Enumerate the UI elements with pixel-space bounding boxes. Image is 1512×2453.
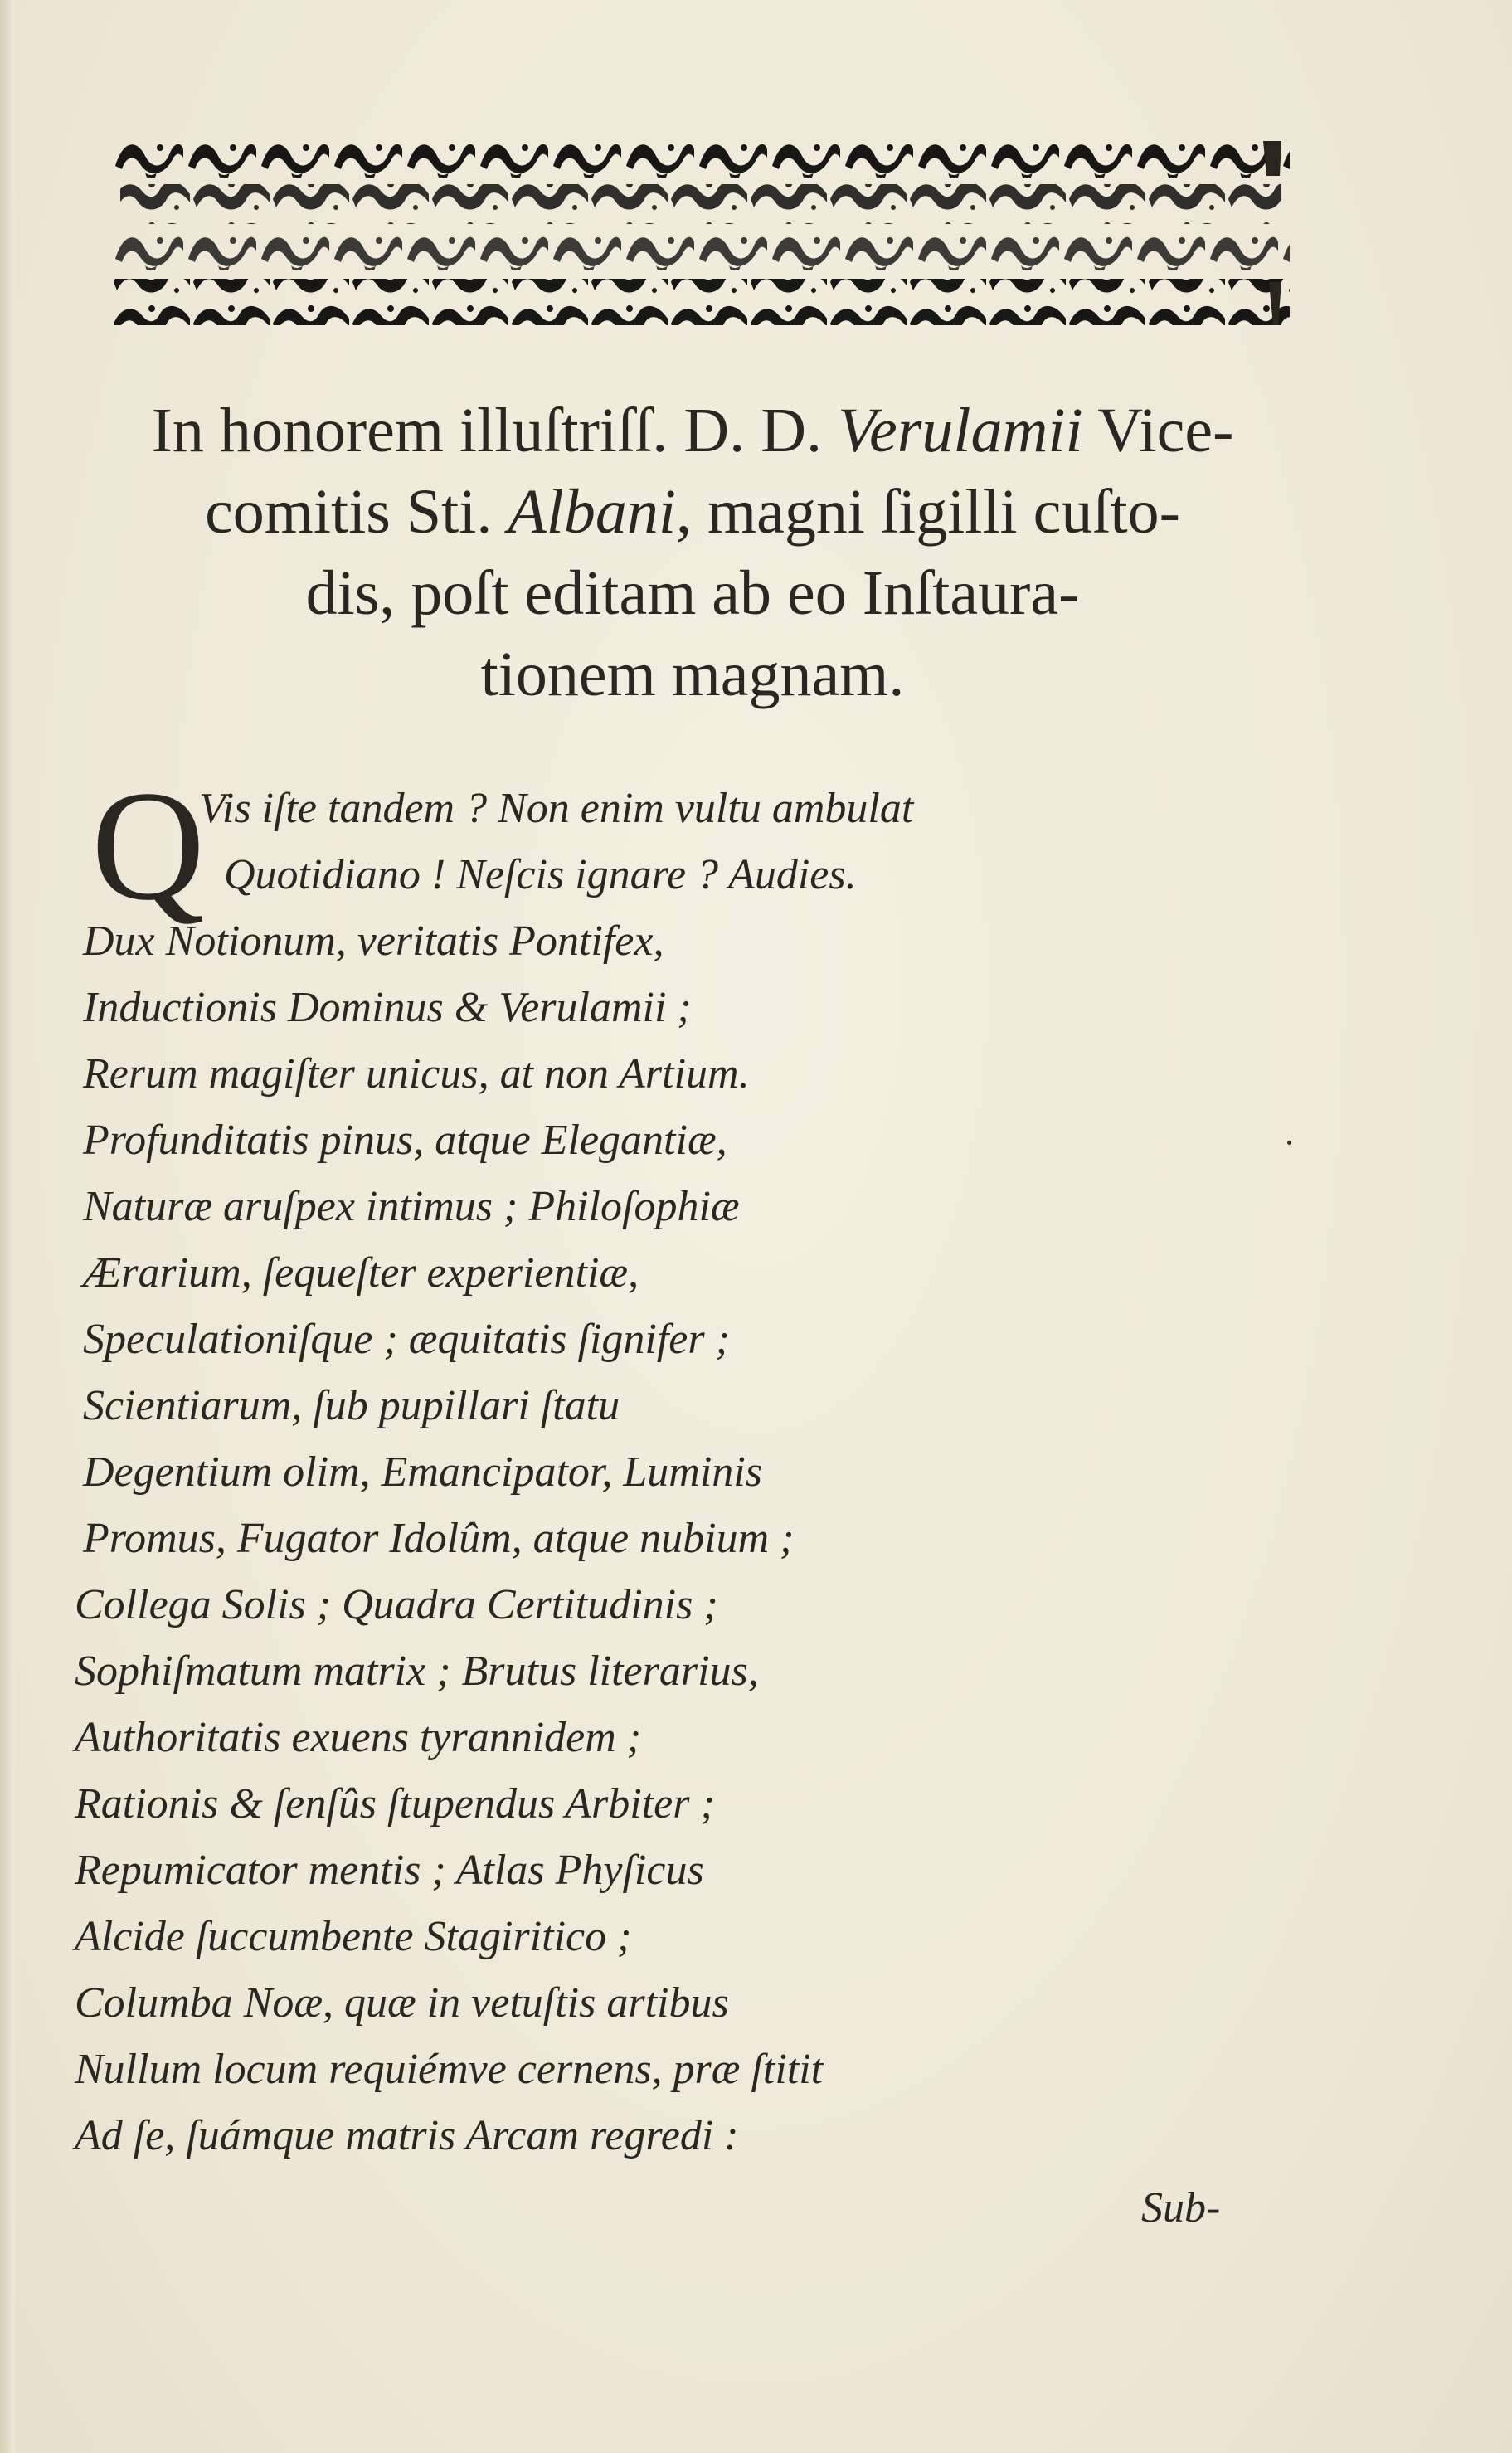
poem-line: Columba Noæ, quæ in vetuſtis artibus bbox=[75, 1979, 729, 2027]
page-gutter bbox=[0, 0, 15, 2453]
poem-line: Rerum magiſter unicus, at non Artium. bbox=[83, 1050, 750, 1098]
poem-line: Dux Notionum, veritatis Pontifex, bbox=[83, 917, 664, 965]
poem-line: Speculationiſque ; æquitatis ſignifer ; bbox=[83, 1316, 730, 1363]
poem-line: Profunditatis pinus, atque Elegantiæ, bbox=[83, 1117, 727, 1164]
page-title bbox=[83, 390, 1302, 715]
title-name-albani: Albani bbox=[508, 477, 676, 547]
poem-line: Repumicator mentis ; Atlas Phyſicus bbox=[75, 1847, 704, 1894]
title-line-1 bbox=[83, 390, 1302, 471]
title-text: , magni ſigilli cuſto- bbox=[676, 477, 1180, 547]
poem-line: Vis iſte tandem ? Non enim vultu ambulat bbox=[199, 785, 914, 832]
title-text: Vice- bbox=[1082, 396, 1234, 465]
title-text: comitis Sti. bbox=[205, 477, 508, 547]
poem-line: Collega Solis ; Quadra Certitudinis ; bbox=[75, 1581, 718, 1628]
poem-line: Alcide ſuccumbente Stagiritico ; bbox=[75, 1913, 632, 1960]
poem-line: Sophiſmatum matrix ; Brutus literarius, bbox=[75, 1648, 759, 1695]
poem-line: Authoritatis exuens tyrannidem ; bbox=[75, 1714, 642, 1761]
title-name-verulamii: Verulamii bbox=[838, 396, 1083, 465]
drop-cap: Q bbox=[91, 759, 206, 933]
poem-line: Ad ſe, ſuámque matris Arcam regredi : bbox=[75, 2112, 739, 2159]
ink-speck bbox=[1287, 1141, 1291, 1145]
title-line-2 bbox=[83, 471, 1302, 552]
poem-line: Promus, Fugator Idolûm, atque nubium ; bbox=[83, 1515, 795, 1562]
poem-line: Ærarium, ſequeſter experientiæ, bbox=[83, 1249, 639, 1297]
poem-line: Inductionis Dominus & Verulamii ; bbox=[83, 984, 692, 1031]
poem-line: Naturæ aruſpex intimus ; Philoſophiæ bbox=[83, 1183, 740, 1230]
poem-line: Scientiarum, ſub pupillari ſtatu bbox=[83, 1382, 620, 1429]
poem-line: Rationis & ſenſûs ſtupendus Arbiter ; bbox=[75, 1780, 715, 1828]
poem-line: Degentium olim, Emancipator, Luminis bbox=[83, 1448, 762, 1496]
title-line-4: tionem magnam. bbox=[480, 640, 905, 709]
catchword: Sub- bbox=[1141, 2184, 1221, 2232]
title-text: In honorem illuſtriſſ. D. D. bbox=[151, 396, 839, 465]
ornamental-headpiece-icon bbox=[112, 133, 1290, 332]
title-line-3: dis, poſt editam ab eo Inſtaura- bbox=[305, 558, 1080, 628]
poem-line: Nullum locum requiémve cernens, præ ſtitit bbox=[75, 2046, 824, 2093]
poem-line: Quotidiano ! Neſcis ignare ? Audies. bbox=[224, 851, 857, 898]
